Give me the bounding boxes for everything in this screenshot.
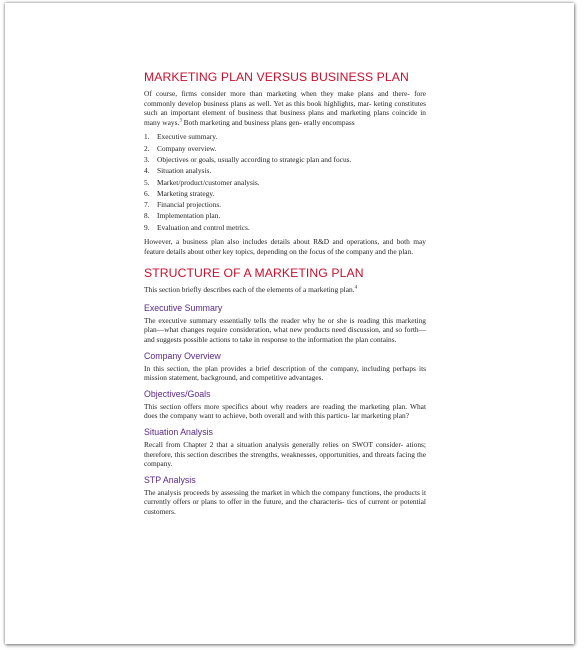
structure-intro <box>144 285 426 295</box>
list-text: Situation analysis. <box>157 166 212 176</box>
intro-line: erally encompass <box>303 117 355 127</box>
list-text: Company overview. <box>157 143 217 153</box>
paragraph-line: marketing plan—what changes require consideration, what new products need <box>144 315 426 335</box>
paragraph-line: Recall from Chapter 2 that a situation analysis generally relies on SWOT consider- <box>144 439 404 449</box>
intro-line: marketing plans coincide in many ways. <box>144 108 426 127</box>
footnote-ref[interactable]: 4 <box>354 285 358 291</box>
intro-line: keting constitutes such an important element of business that business plans and <box>144 98 426 118</box>
list-item <box>144 222 426 233</box>
executive-summary-paragraph <box>144 316 426 345</box>
intro-line: Both marketing and business plans gen- <box>183 117 302 127</box>
paragraph-line: The analysis proceeds by assessing the market in which the company functions, <box>144 487 382 497</box>
section-title-structure: STRUCTURE OF A MARKETING PLAN <box>144 266 364 281</box>
paragraph-line: the products it currently offers or plans to offer in the future, and the characteris- <box>144 487 426 507</box>
subheading-executive-summary: Executive Summary <box>144 302 223 313</box>
list-number: 7. <box>144 200 150 210</box>
list-text: Implementation plan. <box>157 211 221 221</box>
paragraph-line: plan. What does the company want to achieve, both overall and with this particu- <box>144 401 426 421</box>
subheading-situation-analysis: Situation Analysis <box>144 426 213 437</box>
paragraph-line: tics of current or potential customers. <box>144 497 426 516</box>
list-item <box>144 165 426 176</box>
list-item <box>144 188 426 199</box>
list-number: 4. <box>144 166 150 176</box>
closing-line: company and the plan. <box>346 246 414 256</box>
list-item <box>144 199 426 210</box>
list-text: Market/product/customer analysis. <box>157 177 260 187</box>
intro-line: fore commonly develop business plans as well. Yet as this book highlights, mar- <box>144 89 426 108</box>
list-number: 3. <box>144 154 150 164</box>
intro-line: Of course, firms consider more than marketing when they make plans and there- <box>144 89 410 98</box>
list-text: Marketing strategy. <box>157 188 215 198</box>
closing-line: both may feature details about other key topics, depending on the focus of the <box>144 237 426 256</box>
section-title-marketing-vs-business: MARKETING PLAN VERSUS BUSINESS PLAN <box>144 70 409 84</box>
list-text: Financial projections. <box>157 200 222 210</box>
list-item <box>144 210 426 221</box>
subheading-company-overview: Company Overview <box>144 350 221 361</box>
subheading-stp-analysis: STP Analysis <box>144 474 196 485</box>
stp-analysis-paragraph <box>144 488 426 517</box>
spacer <box>144 256 426 265</box>
page-content <box>144 69 426 517</box>
list-number: 8. <box>144 211 150 221</box>
list-number: 1. <box>144 132 150 142</box>
footnote-ref[interactable]: 3 <box>179 118 182 124</box>
subheading-objectives: Objectives/Goals <box>144 388 211 399</box>
closing-line: However, a business plan also includes details about R&D and operations, and <box>144 237 394 247</box>
plan-elements-list <box>144 131 426 233</box>
paragraph-line: In this section, the plan provides a brief description of the company, including <box>144 363 390 373</box>
list-number: 6. <box>144 188 150 198</box>
document-page <box>5 3 574 644</box>
paragraph-line: This section offers more specifics about why readers are reading the marketing <box>144 401 390 411</box>
paragraph-line: information the plan contains. <box>307 335 397 345</box>
situation-analysis-paragraph <box>144 440 426 469</box>
paragraph-line: perhaps its mission statement, background, and competitive advantages. <box>144 363 426 383</box>
list-text: Objectives or goals, usually according to strategic plan and focus. <box>157 154 352 164</box>
list-item <box>144 131 426 142</box>
list-number: 5. <box>144 177 150 187</box>
list-text: Evaluation and control metrics. <box>157 222 250 232</box>
paragraph-line: lar marketing plan? <box>351 411 409 421</box>
list-text: Executive summary. <box>157 132 218 142</box>
paragraph-line: The executive summary essentially tells the reader why he or she is reading this <box>144 315 394 325</box>
list-item <box>144 177 426 188</box>
structure-intro-text: This section briefly describes each of the elements of a marketing plan. <box>144 285 355 295</box>
objectives-paragraph <box>144 402 426 421</box>
list-number: 2. <box>144 143 150 153</box>
list-item <box>144 154 426 165</box>
list-number: 9. <box>144 222 150 232</box>
company-overview-paragraph <box>144 364 426 383</box>
closing-paragraph <box>144 237 426 256</box>
paragraph-line: discussion, and so forth—and suggests possible actions to take in response to the <box>144 325 427 345</box>
paragraph-line: ations; therefore, this section describes the strengths, weaknesses, opportunities, <box>144 439 426 459</box>
list-item <box>144 143 426 154</box>
intro-paragraph <box>144 89 426 127</box>
paragraph-line: and threats facing the company. <box>144 449 426 469</box>
spacer <box>144 295 426 303</box>
